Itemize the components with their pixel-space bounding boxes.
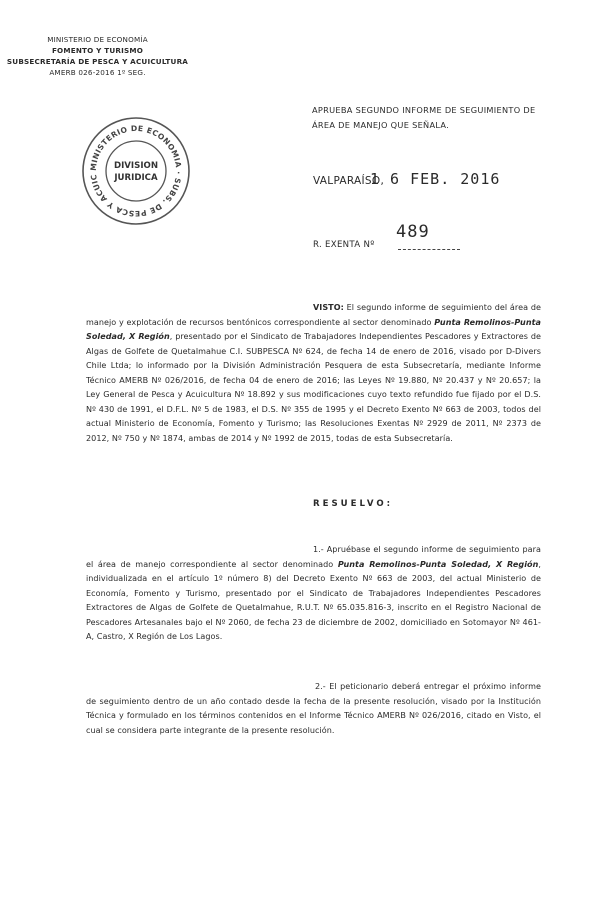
ministry-name: MINISTERIO DE ECONOMÍA (47, 35, 148, 44)
stamp-ring-text: MINISTERIO DE ECONOMIA · SUBS. DE PESCA Y ACUIC (88, 123, 184, 219)
visto-paragraph (86, 301, 541, 446)
stamp-center-line1: DIVISION (113, 161, 159, 171)
item2-lead: 2.- (315, 682, 326, 691)
handwritten-date: 1 6 FEB. 2016 (370, 170, 501, 188)
handwritten-resolution-number: 489 (396, 222, 430, 242)
division-juridica-stamp (80, 115, 192, 227)
item2-text: El peticionario deberá entregar el próximo informe de seguimiento dentro de un año contado desde la fecha de la presente resolución, visado por la Institución Técnica y formulado en los términos contenidos en el Informe Técnico AMERB Nº 026/2016, citado en Visto, el cual se considera parte integrante de la presente resolución. (86, 682, 541, 735)
item1-text-a: Apruébase el segundo informe de seguimiento para el área de manejo correspondiente al sector denominado (86, 545, 541, 569)
resolution-item-1 (86, 543, 541, 645)
item1-text-b: , individualizada en el artículo 1º número 8) del Decreto Exento Nº 663 de 2003, del actual Ministerio de Economía, Fomento y Turismo, presentado por el Sindicato de Trabajadores Independientes Pescadores Extractores de Algas de Golfete de Quetalmahue, R.U.T. Nº 65.035.816-3, inscrito en el Registro Nacional de Pescadores Artesanales bajo el Nº 2060, de fecha 23 de diciembre de 2002, domiciliado en Sotomayor Nº 461-A, Castro, X Región de Los Lagos. (86, 559, 541, 641)
stamp-seal-icon (80, 115, 192, 227)
resolution-label: R. EXENTA Nº (313, 240, 375, 250)
resolution-item-2 (86, 680, 541, 738)
visto-heading: VISTO: (313, 303, 344, 312)
place-label: VALPARAÍSO, (313, 175, 385, 187)
visto-sector-name: Punta Remolinos-Punta Soledad, X Región (86, 317, 541, 341)
item1-lead: 1.- (313, 545, 324, 554)
ministry-header (0, 34, 195, 78)
resuelvo-heading: RESUELVO: (313, 499, 394, 509)
item1-sector-name: Punta Remolinos-Punta Soledad, X Región (337, 559, 539, 569)
visto-text-b: , presentado por el Sindicato de Trabajadores Independientes Pescadores y Extractores de Algas de Golfete de Quetalmahue C.I. SUBPESCA Nº 624, de fecha 14 de enero de 2016, visado por D-Divers Chile Ltda; lo informado por la División Administración Pesquera de esta Subsecretaría, mediante Informe Técnico AMERB Nº 026/2016, de fecha 04 de enero de 2016; las Leyes Nº 19.880, Nº 20.437 y Nº 20.657; la Ley General de Pesca y Acuicultura Nº 18.892 y sus modificaciones cuyo texto refundido fue fijado por el D.S. Nº 430 de 1991, el D.F.L. Nº 5 de 1983, el D.S. Nº 355 de 1995 y el Decreto Exento Nº 663 de 2003, todos del actual Ministerio de Economía, Fomento y Turismo; las Resoluciones Exentas Nº 2929 de 2011, Nº 2373 de 2012, Nº 750 y Nº 1874, ambas de 2014 y Nº 1992 de 2015, todas de esta Subsecretaría. (86, 332, 541, 443)
stamp-center-line2: JURIDICA (114, 173, 158, 183)
visto-text-a: El segundo informe de seguimiento del área de manejo y explotación de recursos bentónicos correspondiente al sector denominado (86, 303, 541, 327)
reference-code: AMERB 026-2016 1º SEG. (49, 68, 146, 77)
document-title: APRUEBA SEGUNDO INFORME DE SEGUIMIENTO DE ÁREA DE MANEJO QUE SEÑALA. (312, 105, 536, 130)
resolution-number-line (398, 249, 460, 250)
subsecretaria-name: SUBSECRETARÍA DE PESCA Y ACUICULTURA (6, 57, 189, 66)
ministry-subtitle: FOMENTO Y TURISMO (51, 46, 144, 55)
